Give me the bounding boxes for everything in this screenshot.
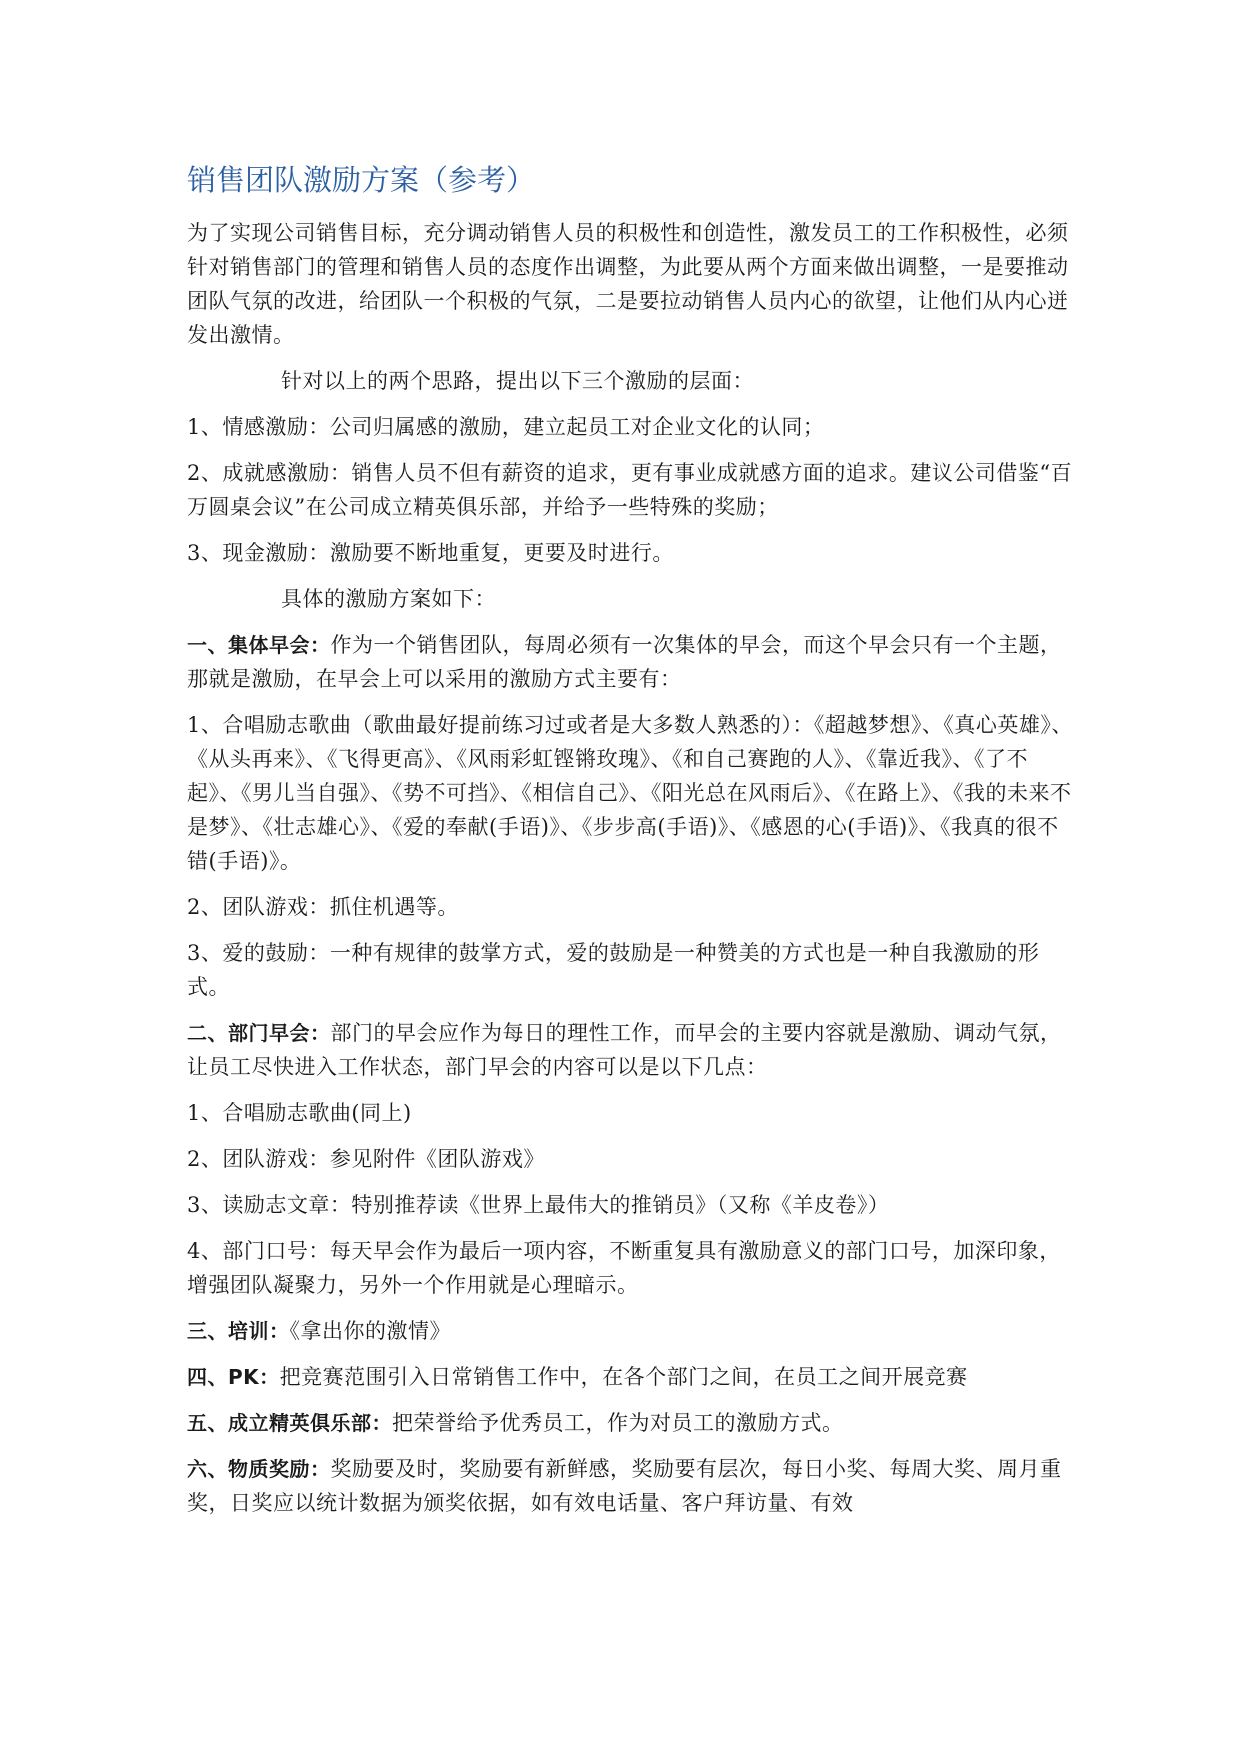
section-2-item: 2、团队游戏：参见附件《团队游戏》: [187, 1147, 545, 1171]
section-2-item: 1、合唱励志歌曲(同上): [187, 1101, 412, 1125]
section-4: [187, 1360, 1077, 1394]
level-item: 3、现金激励：激励要不断地重复，更要及时进行。: [187, 541, 674, 565]
section-4-text: 把竞赛范围引入日常销售工作中，在各个部门之间，在员工之间开展竞赛: [279, 1365, 968, 1389]
section-3-text: 《拿出你的激情》: [289, 1319, 451, 1343]
section-3-heading: 三、培训：: [187, 1319, 290, 1343]
lead-paragraph-2: 具体的激励方案如下：: [281, 587, 496, 611]
section-1: [187, 628, 1077, 696]
level-item: 1、情感激励：公司归属感的激励，建立起员工对企业文化的认同；: [187, 415, 825, 439]
section-1-item: 2、团队游戏：抓住机遇等。: [187, 895, 459, 919]
section-1-heading: 一、集体早会：: [187, 633, 331, 657]
intro-paragraph: 为了实现公司销售目标，充分调动销售人员的积极性和创造性，激发员工的工作积极性，必须针对销售部门的管理和销售人员的态度作出调整，为此要从两个方面来做出调整，一是要推动团队气氛的改进，给团队一个积极的气氛，二是要拉动销售人员内心的欲望，让他们从内心迸发出激情。: [187, 221, 1069, 347]
section-2-item: 3、读励志文章：特别推荐读《世界上最伟大的推销员》（又称《羊皮卷》）: [187, 1193, 890, 1217]
section-5-text: 把荣誉给予优秀员工，作为对员工的激励方式。: [392, 1411, 844, 1435]
document-title: 销售团队激励方案（参考）: [187, 163, 536, 197]
section-4-heading: 四、PK：: [187, 1365, 280, 1389]
section-5-heading: 五、成立精英俱乐部：: [187, 1411, 392, 1435]
section-2-heading: 二、部门早会：: [187, 1021, 331, 1045]
section-1-text: 作为一个销售团队，每周必须有一次集体的早会，而这个早会只有一个主题，那就是激励，在早会上可以采用的激励方式主要有：: [187, 633, 1062, 691]
level-item: 2、成就感激励：销售人员不但有薪资的追求，更有事业成就感方面的追求。建议公司借鉴“百万圆桌会议”在公司成立精英俱乐部，并给予一些特殊的奖励；: [187, 461, 1073, 519]
section-1-item: 1、合唱励志歌曲（歌曲最好提前练习过或者是大多数人熟悉的）：《超越梦想》、《真心英雄》、《从头再来》、《飞得更高》、《风雨彩虹铿锵玫瑰》、《和自己赛跑的人》、《靠近我》、《了不起》、《男儿当自强》、《势不可挡》、《相信自己》、《阳光总在风雨后》、《在路上》、《我的未来不是梦》、《壮志雄心》、《爱的奉献(手语)》、《步步高(手语)》、《感恩的心(手语)》、《我真的很不错(手语)》。: [187, 713, 1073, 873]
section-6: [187, 1452, 1077, 1520]
section-3: [187, 1314, 1077, 1348]
section-1-item: 3、爱的鼓励：一种有规律的鼓掌方式，爱的鼓励是一种赞美的方式也是一种自我激励的形式。: [187, 941, 1040, 999]
section-6-text: 奖励要及时，奖励要有新鲜感，奖励要有层次，每日小奖、每周大奖、周月重奖，日奖应以统计数据为颁奖依据，如有效电话量、客户拜访量、有效: [187, 1457, 1062, 1515]
document-body: [187, 160, 1077, 1532]
section-2: [187, 1016, 1077, 1084]
section-2-item: 4、部门口号：每天早会作为最后一项内容，不断重复具有激励意义的部门口号，加深印象，增强团队凝聚力，另外一个作用就是心理暗示。: [187, 1239, 1061, 1297]
section-6-heading: 六、物质奖励：: [187, 1457, 331, 1481]
section-5: [187, 1406, 1077, 1440]
section-2-text: 部门的早会应作为每日的理性工作，而早会的主要内容就是激励、调动气氛，让员工尽快进入工作状态，部门早会的内容可以是以下几点：: [187, 1021, 1062, 1079]
lead-paragraph-1: 针对以上的两个思路，提出以下三个激励的层面：: [281, 369, 754, 393]
